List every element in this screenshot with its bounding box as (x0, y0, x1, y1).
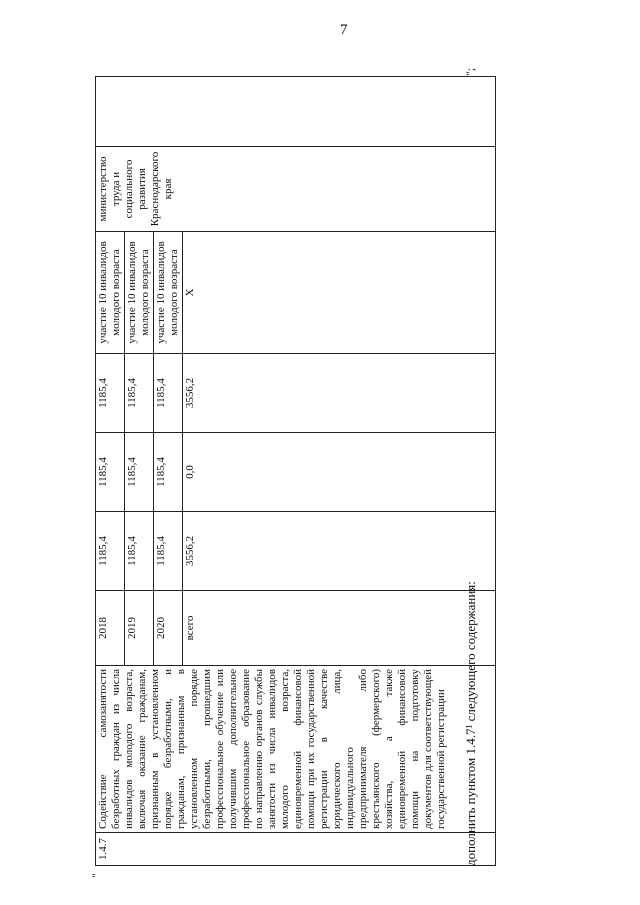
total-value: 3556,2 (183, 512, 496, 591)
value-cell: 1185,4 (125, 354, 154, 433)
value-cell: 1185,4 (96, 512, 125, 591)
organization-cell: министерство труда и социального развития Краснодарского края (96, 147, 496, 232)
value-cell: 1185,4 (125, 433, 154, 512)
total-value: 0,0 (183, 433, 496, 512)
item-description: Содействие самозанятости безработных граждан из числа инвалидов молодого возраста, включая оказание гражданам, признанным в установленном порядке безработными, и гражданам, признанным в установленном порядке безработными, прошедшим профессиональное обучение или получившим дополнительное профессиональное образование по направлению органов службы занятости из числа инвалидов молодого возраста, единовременной финансовой помощи при их государственной регистрации в качестве юридического лица, индивидуального предпринимателя либо крестьянского (фермерского) хозяйства, а также единовременной финансовой помощи на подготовку документов для соответствующей государственной регистрации (96, 666, 496, 833)
year-cell: 2020 (154, 591, 183, 666)
value-cell: 1185,4 (154, 433, 183, 512)
closing-quote: "; (463, 67, 477, 76)
value-cell: 1185,4 (125, 512, 154, 591)
amendment-note: дополнить пунктом 1.4.7¹ следующего содержания: (463, 581, 478, 866)
total-label: всего (183, 591, 496, 666)
result-cell: участие 10 инвалидов молодого возраста (154, 232, 183, 354)
item-number: 1.4.7 (96, 833, 496, 866)
year-cell: 2018 (96, 591, 125, 666)
rotated-page-content (89, 60, 498, 878)
year-cell: 2019 (125, 591, 154, 666)
empty-cell (96, 77, 496, 147)
value-cell: 1185,4 (96, 433, 125, 512)
page-number: 7 (340, 22, 348, 38)
result-cell: участие 10 инвалидов молодого возраста (96, 232, 125, 354)
value-cell: 1185,4 (96, 354, 125, 433)
total-result: Х (183, 232, 496, 354)
value-cell: 1185,4 (154, 354, 183, 433)
value-cell: 1185,4 (154, 512, 183, 591)
program-table (95, 76, 496, 866)
opening-quote: " (89, 873, 103, 878)
rotated-frame (89, 60, 498, 878)
total-value: 3556,2 (183, 354, 496, 433)
table-row (96, 77, 125, 866)
result-cell: участие 10 инвалидов молодого возраста (125, 232, 154, 354)
